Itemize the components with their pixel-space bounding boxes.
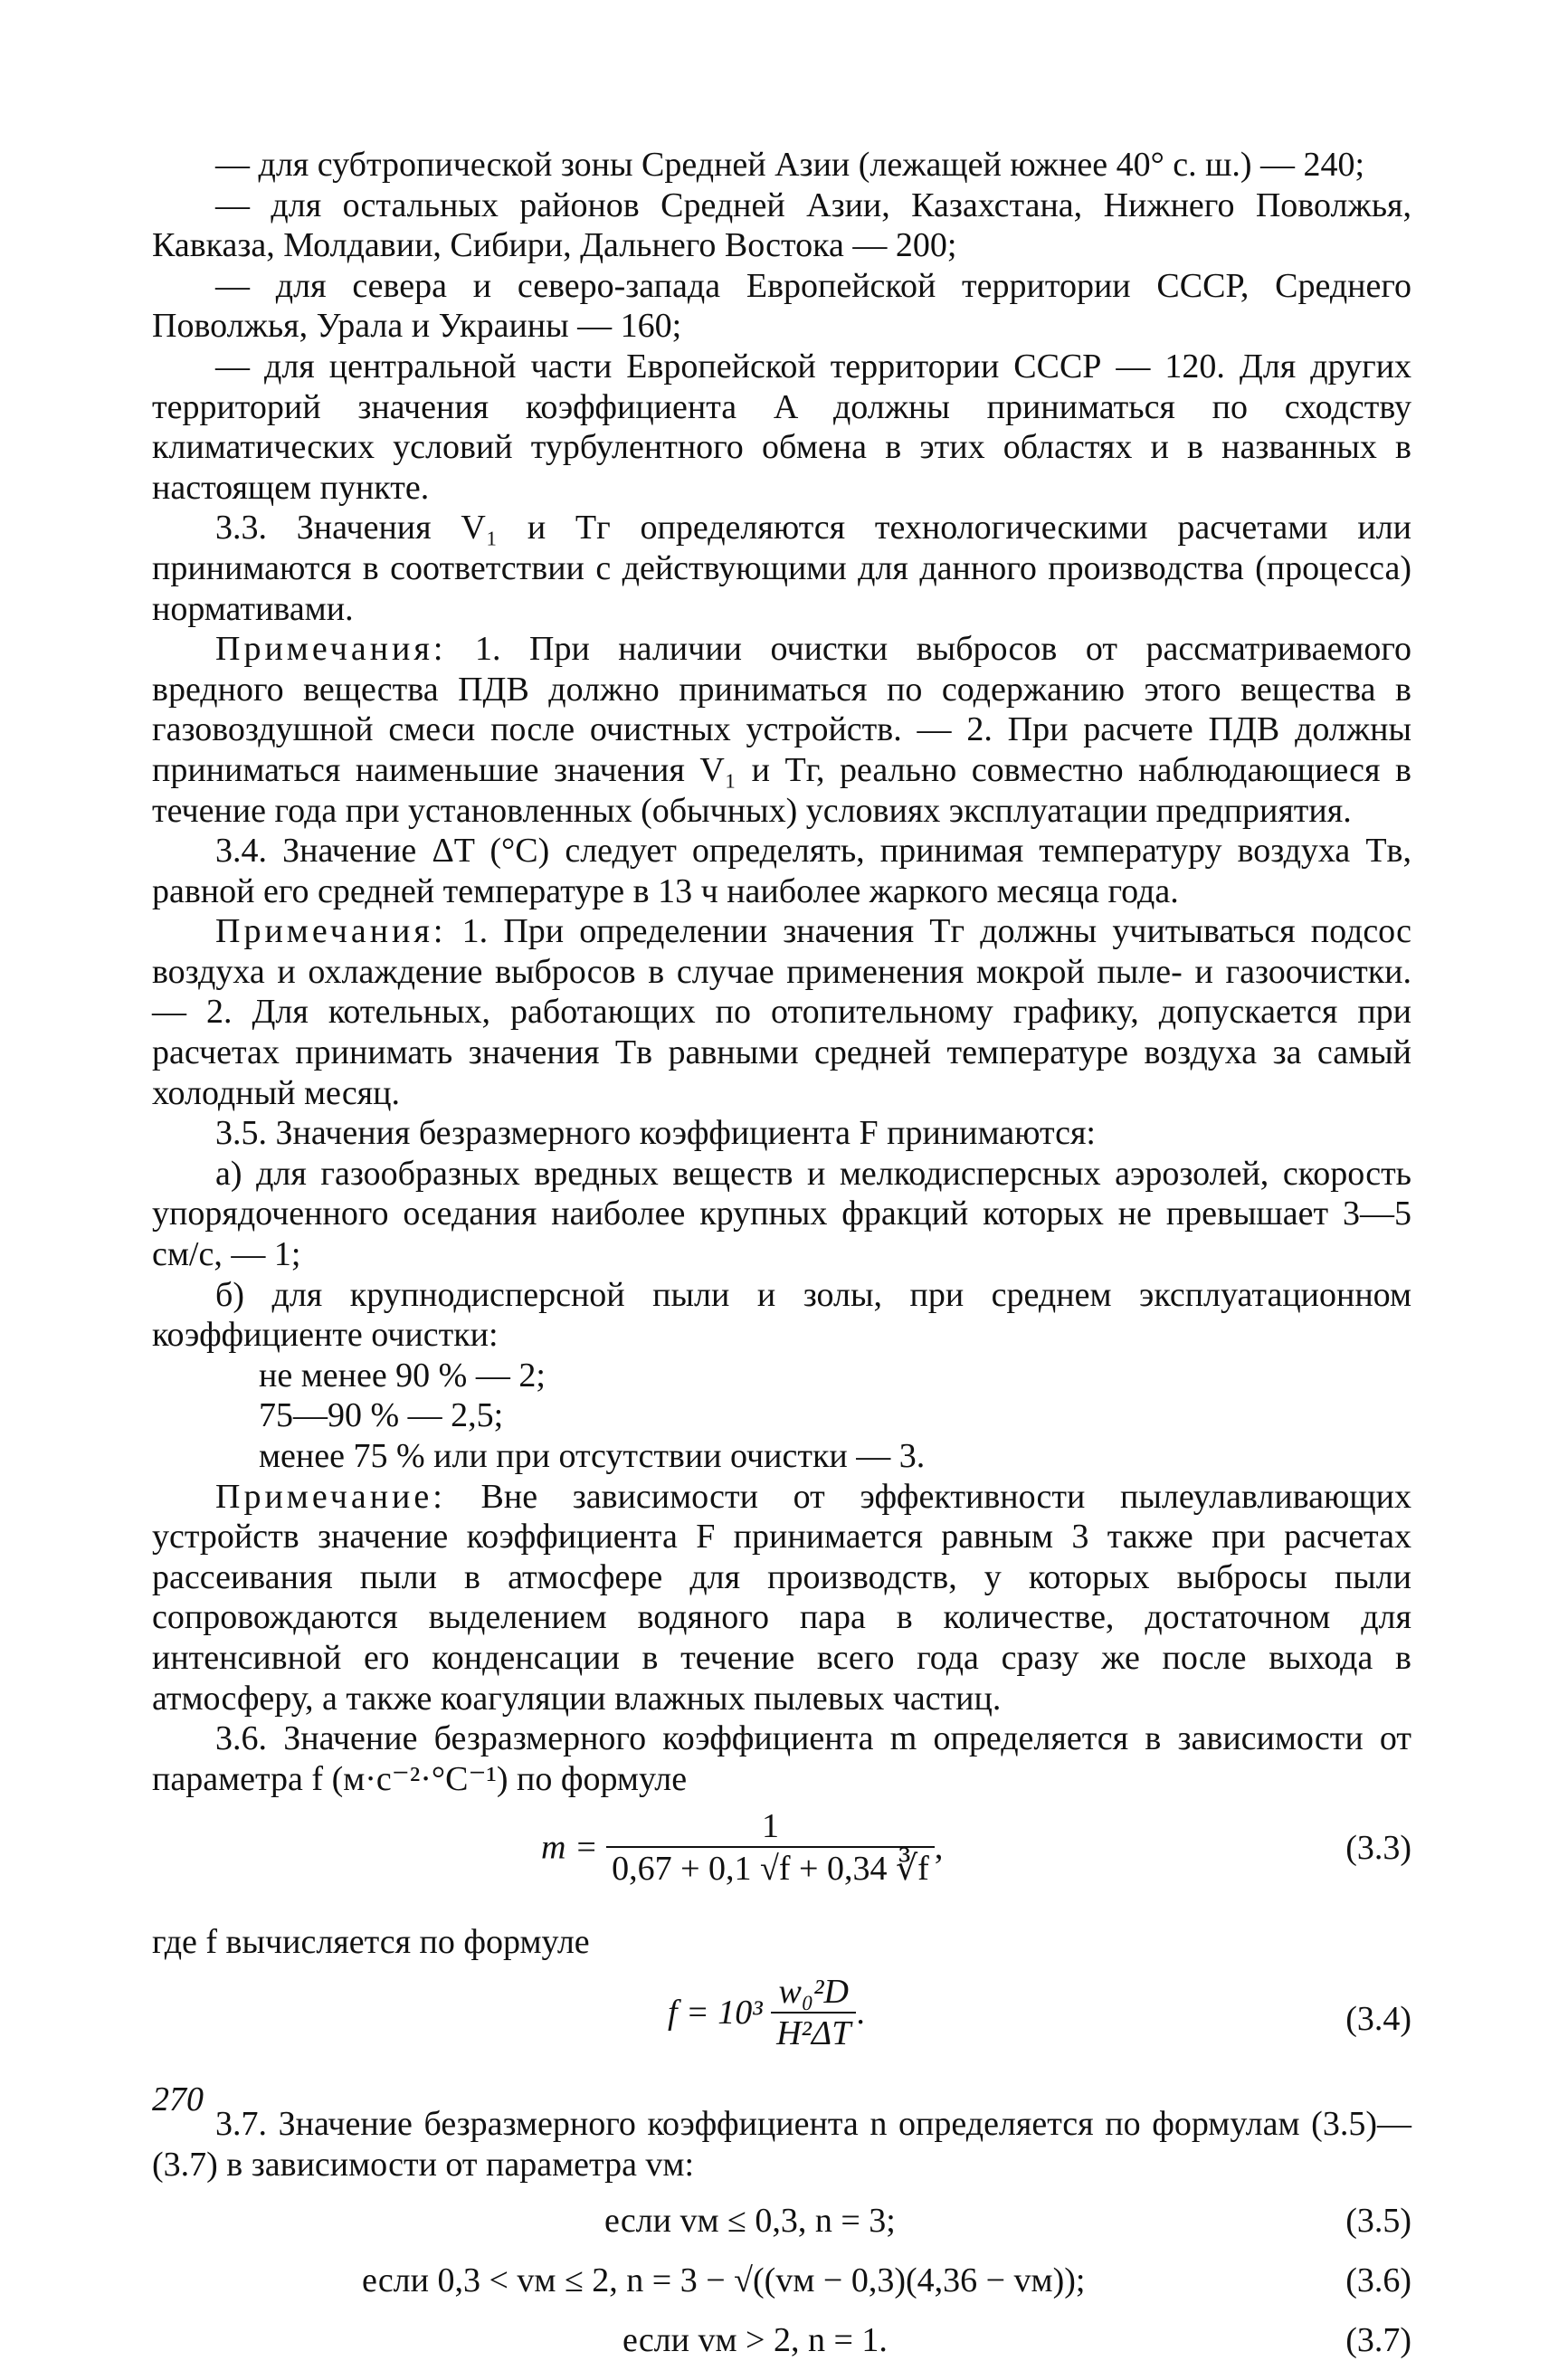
denominator: H²ΔT	[771, 2012, 856, 2053]
note	[152, 1477, 1411, 1719]
paragraph: 3.6. Значение безразмерного коэффициента m определяется в зависимости от параметра f (м·с⁻²·°С⁻¹) по формуле	[152, 1719, 1411, 1798]
paragraph: б) для крупнодисперсной пыли и золы, при среднем эксплуатационном коэффициенте очистки:	[152, 1275, 1411, 1355]
paragraph: — для субтропической зоны Средней Азии (лежащей южнее 40° с. ш.) — 240;	[215, 146, 1365, 184]
note-label: Примечания:	[215, 630, 447, 669]
equation-number: (3.7)	[1345, 2321, 1411, 2360]
note	[152, 629, 1411, 831]
denominator: 0,67 + 0,1 √f + 0,34 ∛f	[606, 1846, 935, 1889]
list-item: не менее 90 % — 2;	[259, 1356, 546, 1395]
list-item: менее 75 % или при отсутствии очистки — 3.	[259, 1437, 926, 1475]
fraction	[771, 1972, 856, 2053]
paragraph: а) для газообразных вредных веществ и мелкодисперсных аэрозолей, скорость упорядоченного оседания наиболее крупных фракций которых не превышает 3—5 см/с, — 1;	[152, 1154, 1411, 1274]
eq-lhs: m =	[541, 1828, 598, 1867]
paragraph: — для остальных районов Средней Азии, Казахстана, Нижнего Поволжья, Кавказа, Молдавии, Сибири, Дальнего Востока — 200;	[152, 186, 1411, 265]
note-label: Примечания:	[215, 912, 447, 951]
eq-text: если vм ≤ 0,3, n = 3;	[604, 2202, 896, 2241]
equation-3-3	[152, 1806, 1411, 1906]
eq-punct: ,	[934, 1828, 944, 1867]
note-text: 1. При определении значения Tг должны учитываться подсос воздуха и охлаждение выбросов в случае применения мокрой пыле- и газоочистки. — 2. Для котельных, работающих по отопительному графику, допускается при расчетах принимать значения Tв равными средней температуре воздуха за самый холодный месяц.	[152, 912, 1411, 1112]
paragraph: 3.4. Значение ΔT (°C) следует определять, принимая температуру воздуха Tв, равной его средней температуре в 13 ч наиболее жаркого месяца года.	[152, 832, 1411, 910]
paragraph: 3.3. Значения V₁ и Tг определяются технологическими расчетами или принимаются в соответствии с действующими для данного производства (процесса) нормативами.	[152, 509, 1411, 628]
equation-number: (3.6)	[1345, 2261, 1411, 2300]
equation-number: (3.5)	[1345, 2202, 1411, 2241]
eq-punct: .	[856, 1993, 865, 2032]
page-body	[152, 145, 1411, 2380]
numerator: 1	[761, 1807, 779, 1846]
paragraph: 3.5. Значения безразмерного коэффициента F принимаются:	[215, 1114, 1096, 1153]
paragraph: — для центральной части Европейской территории СССР — 120. Для других территорий значения коэффициента A должны приниматься по сходству климатических условий турбулентного обмена в этих областях и в названных в настоящем пункте.	[152, 347, 1411, 507]
eq-text: если vм > 2, n = 1.	[622, 2321, 888, 2360]
note	[152, 911, 1411, 1113]
eq-lhs: f = 10³	[668, 1993, 763, 2032]
numerator: w₀²D	[778, 1972, 849, 2011]
list-item: 75—90 % — 2,5;	[259, 1396, 504, 1435]
equation-number: (3.3)	[1345, 1829, 1411, 1868]
note-text: Вне зависимости от эффективности пылеулавливающих устройств значение коэффициента F принимается равным 3 также при расчетах рассеивания пыли в атмосфере для производств, у которых выбросы пыли сопровождаются выделением водяного пара в количестве, достаточном для интенсивной его конденсации в течение всего года сразу же после выхода в атмосферу, а также коагуляции влажных пылевых частиц.	[152, 1477, 1411, 1718]
equation-3-6	[152, 2261, 1411, 2320]
equation-number: (3.4)	[1345, 1999, 1411, 2038]
paragraph: 3.7. Значение безразмерного коэффициента n определяется по формулам (3.5)—(3.7) в зависимости от параметра vм:	[152, 2104, 1411, 2184]
paragraph: где f вычисляется по формуле	[152, 1923, 590, 1962]
page-number: 270	[152, 2080, 204, 2118]
equation-3-7	[152, 2320, 1411, 2380]
note-label: Примечание:	[215, 1477, 446, 1516]
fraction	[606, 1806, 935, 1889]
note-text: 1. При наличии очистки выбросов от рассматриваемого вредного вещества ПДВ должно приниматься по содержанию этого вещества в газовоздушной смеси после очистных устройств. — 2. При расчете ПДВ должны приниматься наименьшие значения V₁ и Tг, реально совместно наблюдающиеся в течение года при установленных (обычных) условиях эксплуатации предприятия.	[152, 630, 1411, 830]
paragraph: — для севера и северо-запада Европейской территории СССР, Среднего Поволжья, Урала и Украины — 160;	[152, 266, 1411, 346]
equation-3-4	[152, 1972, 1411, 2071]
eq-text: если 0,3 < vм ≤ 2, n = 3 − √((vм − 0,3)(4,36 − vм));	[362, 2261, 1086, 2300]
equation-3-5	[152, 2201, 1411, 2261]
